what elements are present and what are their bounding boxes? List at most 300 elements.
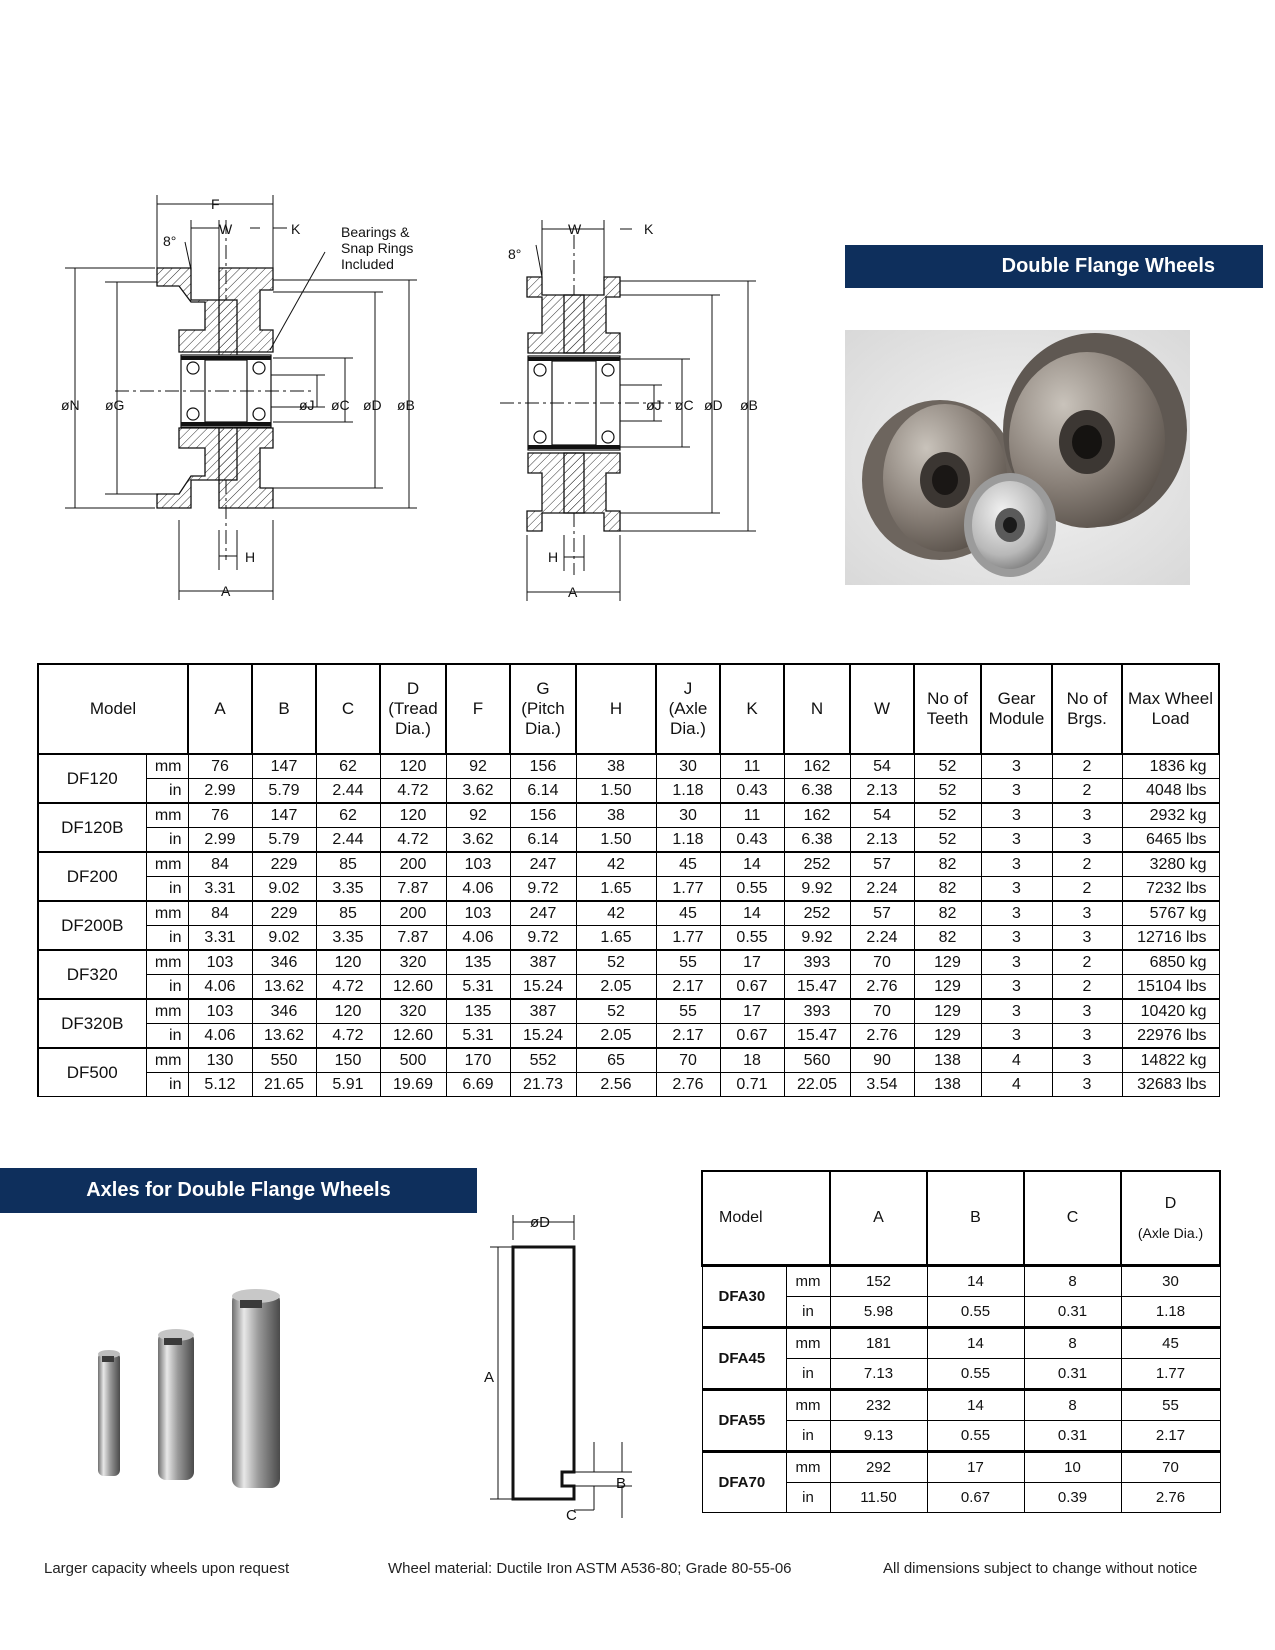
header-line: (Axle (668, 699, 708, 718)
value-cell: 3.62 (446, 779, 510, 804)
unit-cell: mm (146, 950, 188, 975)
value-cell: 2.13 (850, 828, 914, 853)
unit-cell: mm (786, 1452, 830, 1483)
value-cell: 55 (656, 950, 720, 975)
value-cell: 14 (927, 1328, 1024, 1359)
header-line: G (536, 679, 550, 698)
value-cell: 0.43 (720, 779, 784, 804)
value-cell: 3280 kg (1122, 852, 1219, 877)
unit-cell: in (786, 1421, 830, 1452)
header-model (38, 664, 188, 754)
value-cell: 3 (981, 926, 1052, 951)
value-cell: 252 (784, 901, 850, 926)
value-cell: 3 (981, 877, 1052, 902)
value-cell: 2.17 (656, 975, 720, 1000)
value-cell: 2 (1052, 950, 1122, 975)
value-cell: 120 (380, 754, 446, 779)
value-cell: 147 (252, 803, 316, 828)
value-cell: 7.13 (830, 1359, 927, 1390)
value-cell: 346 (252, 999, 316, 1024)
value-cell: 3 (981, 779, 1052, 804)
value-cell: 103 (188, 999, 252, 1024)
header-line: Model (89, 699, 137, 718)
value-cell: 3 (981, 975, 1052, 1000)
dim-label-d: øD (704, 397, 723, 413)
value-cell: 5.31 (446, 1024, 510, 1049)
value-cell: 10 (1024, 1452, 1121, 1483)
value-cell: 30 (656, 803, 720, 828)
value-cell: 19.69 (380, 1073, 446, 1097)
value-cell: 11 (720, 803, 784, 828)
value-cell: 54 (850, 754, 914, 779)
value-cell: 156 (510, 803, 576, 828)
value-cell: 55 (656, 999, 720, 1024)
value-cell: 138 (914, 1048, 981, 1073)
value-cell: 2.44 (316, 828, 380, 853)
value-cell: 52 (914, 828, 981, 853)
dim-label-g: øG (105, 397, 125, 413)
unit-cell: in (146, 779, 188, 804)
value-cell: 52 (576, 950, 656, 975)
value-cell: 45 (1121, 1328, 1220, 1359)
value-cell: 4.06 (188, 975, 252, 1000)
value-cell: 38 (576, 754, 656, 779)
header-line: Dia.) (670, 719, 706, 738)
model-cell: DF320 (38, 950, 146, 999)
value-cell: 15.47 (784, 975, 850, 1000)
value-cell: 82 (914, 926, 981, 951)
value-cell: 3 (981, 828, 1052, 853)
value-cell: 3 (1052, 1073, 1122, 1097)
footer-note-left: Larger capacity wheels upon request (44, 1560, 290, 1577)
table-row (38, 1024, 1219, 1049)
unit-cell: in (786, 1483, 830, 1513)
table-row (38, 754, 1219, 779)
value-cell: 45 (656, 852, 720, 877)
header-line: Teeth (926, 709, 969, 728)
table-row (702, 1266, 1220, 1297)
header-line: D (406, 679, 420, 698)
value-cell: 0.31 (1024, 1421, 1121, 1452)
value-cell: 120 (316, 999, 380, 1024)
value-cell: 82 (914, 852, 981, 877)
header-line: A (214, 699, 226, 718)
value-cell: 76 (188, 803, 252, 828)
header-a (188, 664, 252, 754)
value-cell: 3 (981, 803, 1052, 828)
value-cell: 62 (316, 754, 380, 779)
dim-label-c: C (566, 1507, 577, 1524)
value-cell: 2932 kg (1122, 803, 1219, 828)
value-cell: 15.24 (510, 975, 576, 1000)
value-cell: 52 (914, 754, 981, 779)
value-cell: 120 (380, 803, 446, 828)
value-cell: 32683 lbs (1122, 1073, 1219, 1097)
value-cell: 2.17 (1121, 1421, 1220, 1452)
value-cell: 14 (720, 901, 784, 926)
model-cell: DFA70 (702, 1452, 786, 1513)
unit-cell: in (146, 926, 188, 951)
header-line: W (873, 699, 891, 718)
value-cell: 156 (510, 754, 576, 779)
value-cell: 45 (656, 901, 720, 926)
value-cell: 138 (914, 1073, 981, 1097)
value-cell: 9.92 (784, 926, 850, 951)
model-cell: DFA45 (702, 1328, 786, 1390)
value-cell: 229 (252, 901, 316, 926)
dim-label-c: øC (675, 397, 694, 413)
value-cell: 70 (1121, 1452, 1220, 1483)
value-cell: 6.38 (784, 779, 850, 804)
header-c (1024, 1171, 1121, 1266)
value-cell: 14 (720, 852, 784, 877)
value-cell: 21.65 (252, 1073, 316, 1097)
value-cell: 2 (1052, 975, 1122, 1000)
axles-photo (80, 1280, 310, 1500)
value-cell: 14 (927, 1390, 1024, 1421)
value-cell: 6465 lbs (1122, 828, 1219, 853)
header-line: No of (1066, 689, 1108, 708)
value-cell: 4.72 (380, 828, 446, 853)
value-cell: 3.31 (188, 926, 252, 951)
value-cell: 15.24 (510, 1024, 576, 1049)
wheels-photo (845, 330, 1190, 585)
value-cell: 3.54 (850, 1073, 914, 1097)
axles-spec-table (701, 1170, 1221, 1513)
value-cell: 2.76 (850, 1024, 914, 1049)
value-cell: 10420 kg (1122, 999, 1219, 1024)
unit-cell: in (146, 828, 188, 853)
header-module (981, 664, 1052, 754)
value-cell: 0.43 (720, 828, 784, 853)
value-cell: 1.18 (656, 779, 720, 804)
value-cell: 3 (1052, 926, 1122, 951)
header-line: A (873, 1209, 884, 1226)
model-cell: DF120B (38, 803, 146, 852)
value-cell: 17 (927, 1452, 1024, 1483)
table-row (38, 877, 1219, 902)
header-line: Load (1151, 709, 1190, 728)
value-cell: 92 (446, 803, 510, 828)
value-cell: 5767 kg (1122, 901, 1219, 926)
table-row (702, 1452, 1220, 1483)
value-cell: 3 (1052, 901, 1122, 926)
value-cell: 162 (784, 803, 850, 828)
value-cell: 0.31 (1024, 1297, 1121, 1328)
value-cell: 252 (784, 852, 850, 877)
value-cell: 4048 lbs (1122, 779, 1219, 804)
diagram-note-line-2: Snap Rings (341, 240, 414, 256)
value-cell: 2 (1052, 877, 1122, 902)
value-cell: 170 (446, 1048, 510, 1073)
value-cell: 52 (914, 803, 981, 828)
value-cell: 13.62 (252, 975, 316, 1000)
value-cell: 0.67 (927, 1483, 1024, 1513)
value-cell: 62 (316, 803, 380, 828)
value-cell: 4.72 (316, 1024, 380, 1049)
footer-note-right: All dimensions subject to change without notice (883, 1560, 1198, 1577)
value-cell: 5.91 (316, 1073, 380, 1097)
value-cell: 3 (1052, 1048, 1122, 1073)
value-cell: 4.72 (380, 779, 446, 804)
value-cell: 500 (380, 1048, 446, 1073)
value-cell: 3 (981, 754, 1052, 779)
header-line: No of (927, 689, 968, 708)
value-cell: 4 (981, 1048, 1052, 1073)
value-cell: 200 (380, 852, 446, 877)
value-cell: 1.77 (656, 877, 720, 902)
value-cell: 2.99 (188, 828, 252, 853)
axles-section-banner (0, 1168, 477, 1213)
model-cell: DFA30 (702, 1266, 786, 1328)
dim-label-h: H (548, 549, 559, 565)
dim-label-f: F (211, 196, 220, 212)
dim-label-b: B (616, 1475, 627, 1492)
value-cell: 8 (1024, 1390, 1121, 1421)
dim-label-k: K (291, 221, 301, 237)
value-cell: 2.56 (576, 1073, 656, 1097)
value-cell: 387 (510, 950, 576, 975)
value-cell: 9.13 (830, 1421, 927, 1452)
header-line: B (278, 699, 290, 718)
value-cell: 1.65 (576, 926, 656, 951)
header-line: C (1066, 1209, 1079, 1226)
value-cell: 85 (316, 901, 380, 926)
model-cell: DFA55 (702, 1390, 786, 1452)
value-cell: 2.17 (656, 1024, 720, 1049)
unit-cell: mm (786, 1266, 830, 1297)
header-line: Brgs. (1067, 709, 1107, 728)
wheels-spec-table (37, 663, 1220, 1097)
header-teeth (914, 664, 981, 754)
model-cell: DF120 (38, 754, 146, 803)
value-cell: 0.55 (720, 877, 784, 902)
value-cell: 550 (252, 1048, 316, 1073)
wheel-cross-section-diagram-left (55, 190, 445, 620)
value-cell: 229 (252, 852, 316, 877)
dim-label-d: øD (363, 397, 382, 413)
header-line: Gear (997, 689, 1036, 708)
value-cell: 150 (316, 1048, 380, 1073)
header-line: D (1164, 1195, 1177, 1212)
value-cell: 2.44 (316, 779, 380, 804)
value-cell: 3.35 (316, 877, 380, 902)
value-cell: 5.79 (252, 779, 316, 804)
header-line: Model (719, 1209, 763, 1226)
value-cell: 70 (850, 950, 914, 975)
value-cell: 6.14 (510, 779, 576, 804)
value-cell: 4.06 (446, 926, 510, 951)
value-cell: 9.02 (252, 877, 316, 902)
value-cell: 4 (981, 1073, 1052, 1097)
footer-note-center: Wheel material: Ductile Iron ASTM A536-80; Grade 80-55-06 (388, 1560, 792, 1577)
dim-label-h: H (245, 549, 256, 565)
value-cell: 320 (380, 950, 446, 975)
table-row (38, 852, 1219, 877)
header-n (784, 664, 850, 754)
unit-cell: mm (146, 1048, 188, 1073)
value-cell: 1836 kg (1122, 754, 1219, 779)
value-cell: 0.71 (720, 1073, 784, 1097)
value-cell: 13.62 (252, 1024, 316, 1049)
wheels-section-banner (845, 245, 1263, 288)
value-cell: 6.69 (446, 1073, 510, 1097)
header-line: C (341, 699, 355, 718)
header-g (510, 664, 576, 754)
value-cell: 393 (784, 950, 850, 975)
unit-cell: in (786, 1359, 830, 1390)
value-cell: 0.39 (1024, 1483, 1121, 1513)
value-cell: 2.24 (850, 877, 914, 902)
dim-label-k: K (644, 221, 654, 237)
dim-label-b: øB (740, 397, 758, 413)
header-d (380, 664, 446, 754)
value-cell: 129 (914, 999, 981, 1024)
value-cell: 0.31 (1024, 1359, 1121, 1390)
value-cell: 8 (1024, 1266, 1121, 1297)
value-cell: 1.50 (576, 828, 656, 853)
value-cell: 9.72 (510, 926, 576, 951)
value-cell: 3.31 (188, 877, 252, 902)
value-cell: 2 (1052, 852, 1122, 877)
value-cell: 52 (576, 999, 656, 1024)
header-line: K (746, 699, 758, 718)
value-cell: 552 (510, 1048, 576, 1073)
value-cell: 11.50 (830, 1483, 927, 1513)
header-h (576, 664, 656, 754)
dim-label-j: øJ (299, 397, 315, 413)
value-cell: 85 (316, 852, 380, 877)
value-cell: 9.72 (510, 877, 576, 902)
value-cell: 3 (1052, 803, 1122, 828)
value-cell: 1.18 (656, 828, 720, 853)
value-cell: 129 (914, 950, 981, 975)
value-cell: 52 (914, 779, 981, 804)
value-cell: 30 (656, 754, 720, 779)
value-cell: 6850 kg (1122, 950, 1219, 975)
table-row (38, 999, 1219, 1024)
header-load (1122, 664, 1219, 754)
value-cell: 3 (1052, 828, 1122, 853)
value-cell: 0.67 (720, 975, 784, 1000)
value-cell: 3.62 (446, 828, 510, 853)
value-cell: 0.55 (927, 1297, 1024, 1328)
value-cell: 1.77 (656, 926, 720, 951)
value-cell: 14822 kg (1122, 1048, 1219, 1073)
value-cell: 30 (1121, 1266, 1220, 1297)
table-row (38, 779, 1219, 804)
dim-label-a: A (568, 584, 578, 600)
value-cell: 387 (510, 999, 576, 1024)
header-line: (Axle Dia.) (1137, 1225, 1204, 1241)
header-f (446, 664, 510, 754)
value-cell: 4.06 (446, 877, 510, 902)
value-cell: 2 (1052, 754, 1122, 779)
dim-label-a: A (484, 1369, 495, 1386)
header-line: Dia.) (395, 719, 431, 738)
value-cell: 12.60 (380, 1024, 446, 1049)
value-cell: 38 (576, 803, 656, 828)
header-k (720, 664, 784, 754)
unit-cell: mm (786, 1328, 830, 1359)
value-cell: 200 (380, 901, 446, 926)
value-cell: 3 (1052, 999, 1122, 1024)
value-cell: 0.55 (927, 1421, 1024, 1452)
value-cell: 17 (720, 950, 784, 975)
value-cell: 8 (1024, 1328, 1121, 1359)
value-cell: 92 (446, 754, 510, 779)
unit-cell: in (146, 1073, 188, 1097)
table-row (38, 828, 1219, 853)
value-cell: 103 (188, 950, 252, 975)
value-cell: 6.38 (784, 828, 850, 853)
header-b (927, 1171, 1024, 1266)
axle-dimension-diagram (470, 1200, 640, 1535)
value-cell: 70 (656, 1048, 720, 1073)
value-cell: 90 (850, 1048, 914, 1073)
value-cell: 2.99 (188, 779, 252, 804)
table-header-row (702, 1171, 1220, 1266)
value-cell: 2.76 (656, 1073, 720, 1097)
value-cell: 11 (720, 754, 784, 779)
header-model (702, 1171, 830, 1266)
value-cell: 135 (446, 950, 510, 975)
value-cell: 247 (510, 901, 576, 926)
header-line: J (683, 679, 693, 698)
value-cell: 15.47 (784, 1024, 850, 1049)
value-cell: 15104 lbs (1122, 975, 1219, 1000)
header-d (1121, 1171, 1220, 1266)
unit-cell: mm (786, 1390, 830, 1421)
value-cell: 129 (914, 1024, 981, 1049)
header-j (656, 664, 720, 754)
value-cell: 7232 lbs (1122, 877, 1219, 902)
value-cell: 5.98 (830, 1297, 927, 1328)
value-cell: 4.06 (188, 1024, 252, 1049)
header-line: B (970, 1209, 981, 1226)
unit-cell: in (146, 975, 188, 1000)
table-row (38, 975, 1219, 1000)
value-cell: 3 (981, 901, 1052, 926)
value-cell: 393 (784, 999, 850, 1024)
dim-label-a: A (221, 583, 231, 599)
dim-label-angle: 8° (508, 246, 522, 262)
header-a (830, 1171, 927, 1266)
table-row (38, 901, 1219, 926)
value-cell: 0.67 (720, 1024, 784, 1049)
value-cell: 42 (576, 852, 656, 877)
header-line: Dia.) (525, 719, 561, 738)
value-cell: 82 (914, 901, 981, 926)
value-cell: 2.76 (1121, 1483, 1220, 1513)
table-row (38, 1073, 1219, 1097)
value-cell: 7.87 (380, 877, 446, 902)
value-cell: 7.87 (380, 926, 446, 951)
value-cell: 247 (510, 852, 576, 877)
value-cell: 0.55 (927, 1359, 1024, 1390)
unit-cell: mm (146, 852, 188, 877)
value-cell: 3 (981, 1024, 1052, 1049)
model-cell: DF200 (38, 852, 146, 901)
unit-cell: mm (146, 999, 188, 1024)
model-cell: DF200B (38, 901, 146, 950)
value-cell: 2.05 (576, 1024, 656, 1049)
header-b (252, 664, 316, 754)
header-line: N (810, 699, 824, 718)
wheel-cross-section-diagram-right (500, 215, 790, 610)
value-cell: 1.18 (1121, 1297, 1220, 1328)
value-cell: 3 (981, 950, 1052, 975)
